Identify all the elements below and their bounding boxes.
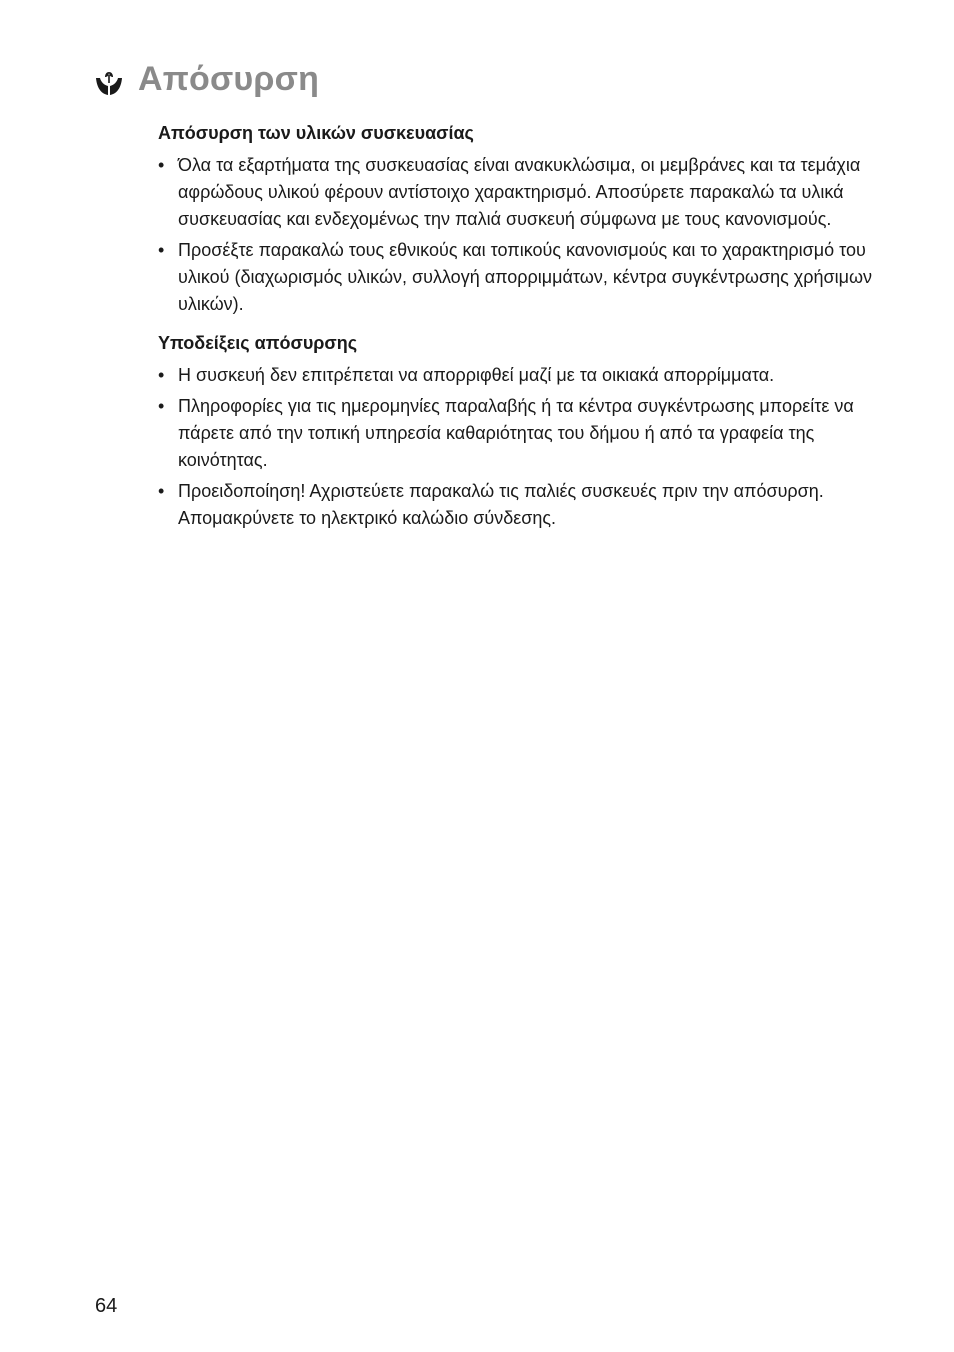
bullet-list — [158, 362, 878, 532]
list-item — [158, 478, 878, 532]
list-item-text: Η συσκευή δεν επιτρέπεται να απορριφθεί μαζί με τα οικιακά απορρίμματα. — [178, 365, 775, 385]
list-item — [158, 362, 878, 389]
recycling-hands-icon — [94, 68, 124, 98]
bullet-icon: • — [158, 240, 165, 260]
bullet-icon: • — [158, 396, 165, 416]
page-number: 64 — [95, 1295, 118, 1317]
list-item — [158, 152, 878, 233]
list-item-text: Όλα τα εξαρτήματα της συσκευασίας είναι ανακυκλώσιμα, οι μεμβράνες και τα τεμάχια αφρώδους υλικού φέρουν αντίστοιχο χαρακτηρισμό. Αποσύρετε παρακαλώ τα υλικά συσκευασίας και ενδεχομένως την παλιά συσκευή σύμφωνα με τους κανονισμούς. — [178, 155, 861, 229]
list-item-text: Πληροφορίες για τις ημερομηνίες παραλαβής ή τα κέντρα συγκέντρωσης μπορείτε να πάρετε από την τοπική υπηρεσία καθαριότητας του δήμου ή από τα γραφεία της κοινότητας. — [178, 396, 854, 470]
section-packaging-disposal — [158, 120, 878, 318]
list-item-text: Προσέξτε παρακαλώ τους εθνικούς και τοπικούς κανονισμούς και το χαρακτηρισμό του υλικού (διαχωρισμός υλικών, συλλογή απορριμμάτων, κέντρα συγκέντρωσης χρήσιμων υλικών). — [178, 240, 873, 314]
bullet-icon: • — [158, 481, 165, 501]
section-heading: Υποδείξεις απόσυρσης — [158, 333, 358, 353]
list-item — [158, 237, 878, 318]
list-item — [158, 393, 878, 474]
section-heading: Απόσυρση των υλικών συσκευασίας — [158, 123, 474, 143]
bullet-icon: • — [158, 155, 165, 175]
page-header — [94, 60, 319, 99]
section-disposal-notes — [158, 330, 878, 532]
bullet-list — [158, 152, 878, 318]
list-item-text: Προειδοποίηση! Αχριστεύετε παρακαλώ τις παλιές συσκευές πριν την απόσυρση. Απομακρύνετε το ηλεκτρικό καλώδιο σύνδεσης. — [178, 481, 824, 528]
main-content — [158, 120, 878, 536]
bullet-icon: • — [158, 365, 165, 385]
page-title: Απόσυρση — [138, 60, 320, 98]
